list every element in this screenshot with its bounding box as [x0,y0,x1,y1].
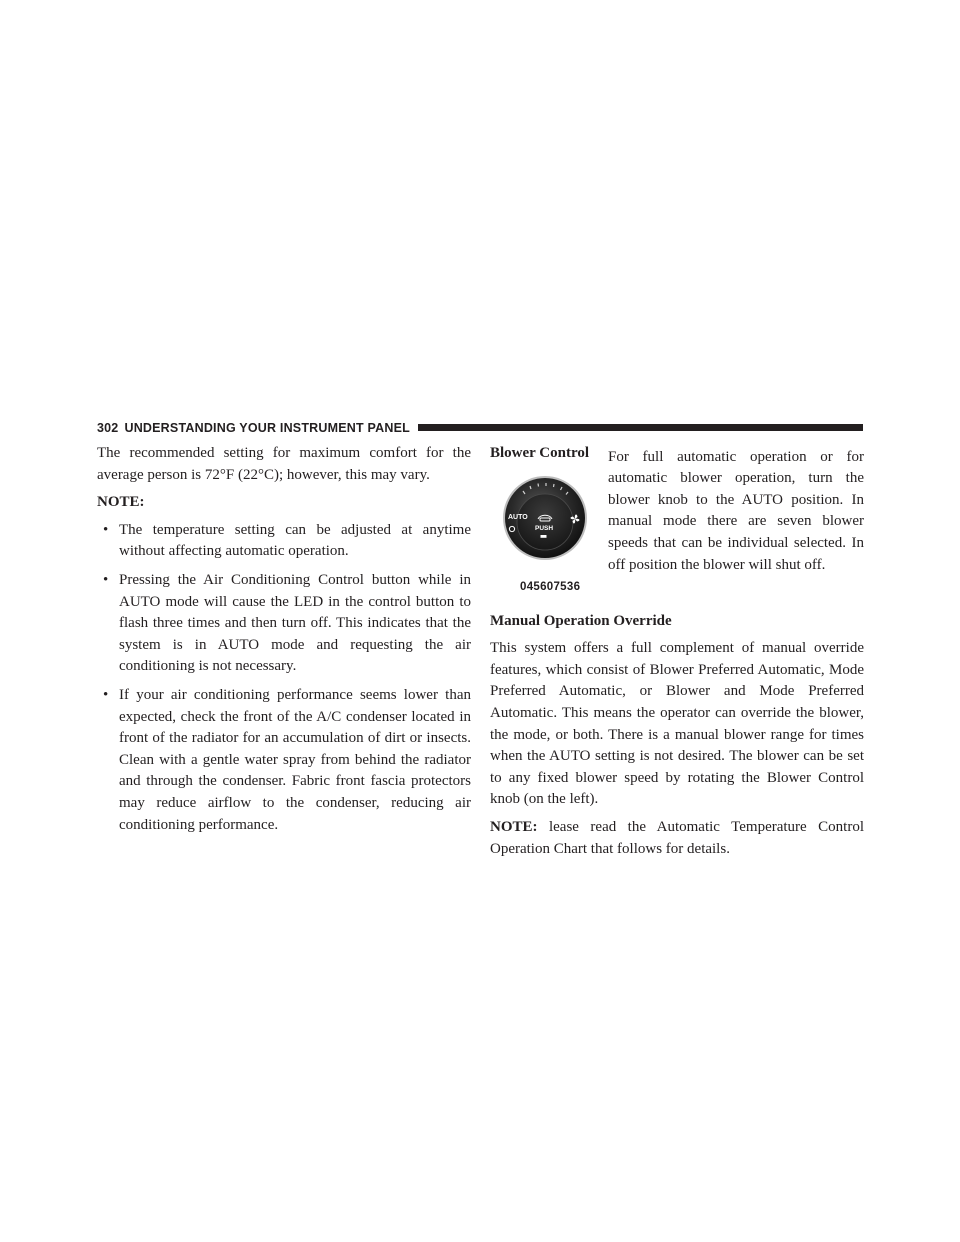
bullet-icon: • [103,571,109,588]
knob-push-label: PUSH [535,524,554,532]
note2-label: NOTE: [490,818,538,835]
knob-auto-label: AUTO [508,513,528,521]
list-item [97,685,471,836]
blower-control-heading: Blower Control [490,445,590,461]
bullet-text: Pressing the Air Conditioning Control button while in AUTO mode will cause the LED in the control button to flash three times and then turn off. This indicates that the system is in AUTO mode and requesting the air conditioning is not necessary. [119,571,471,675]
note2-text: lease read the Automatic Temperature Control Operation Chart that follows for details. [490,818,865,857]
figure-id: 045607536 [520,580,581,593]
page-header [97,419,863,436]
section-title: UNDERSTANDING YOUR INSTRUMENT PANEL [124,420,410,435]
header-rule [418,424,863,431]
blower-knob-figure [502,475,602,597]
blower-control-text: For full automatic operation or for automatic blower operation, turn the blower knob to the AUTO position. In manual mode there are seven blower speeds that can be individual selected. In off position the blower will shut off. [608,448,864,573]
left-column [97,443,471,843]
page-number: 302 [97,420,119,435]
bullet-text: If your air conditioning performance seems lower than expected, check the front of the A/C condenser located in front of the radiator for an accumulation of dirt or insects. Clean with a gentle water spray from behind the radiator and through the condenser. Fabric front fascia protectors may reduce airflow to the condenser, reducing air conditioning performance. [119,686,471,833]
bullet-icon: • [103,686,109,703]
note-paragraph [490,817,864,860]
list-item [97,570,471,678]
note-bullet-list [97,520,471,836]
manual-override-text: This system offers a full complement of manual override features, which consist of Blower Preferred Automatic, Mode Preferred Automatic, or Blower and Mode Preferred Automatic. This means the operator can override the blower, the mode, or both. There is a manual blower range for times when the AUTO setting is not desired. The blower can be set to any fixed blower speed by rotating the Blower Control knob (on the left). [490,640,864,808]
manual-override-heading: Manual Operation Override [490,612,672,629]
bullet-icon: • [103,521,109,538]
blower-knob-illustration [502,475,588,561]
list-item [97,520,471,563]
bullet-text: The temperature setting can be adjusted at anytime without affecting automatic operation. [119,521,471,560]
note-label: NOTE: [97,494,145,511]
intro-paragraph: The recommended setting for maximum comfort for the average person is 72°F (22°C); however, this may vary. [97,445,471,483]
right-column [490,443,864,860]
